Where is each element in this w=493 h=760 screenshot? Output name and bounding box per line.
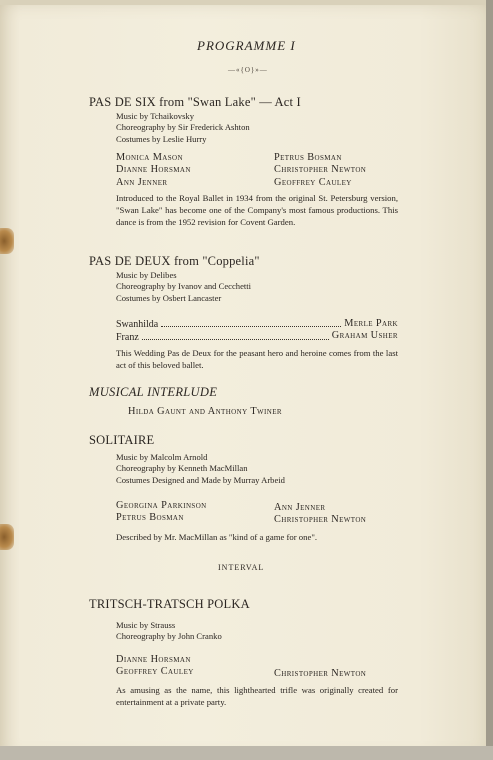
page-top-edge	[0, 0, 493, 5]
section-title-interlude: MUSICAL INTERLUDE	[89, 385, 218, 399]
swan-lake-cast-left	[116, 152, 191, 189]
dancer-name: Geoffrey Cauley	[274, 176, 352, 188]
credit-line: Costumes by Leslie Hurry	[116, 133, 207, 144]
dancer-name: Dianne Horsman	[116, 164, 191, 176]
credit-line: Choreography by John Cranko	[116, 631, 222, 642]
dancer-name: Geoffrey Cauley	[116, 666, 194, 678]
solitaire-cast-left	[116, 500, 207, 525]
credit-line: Choreography by Kenneth MacMillan	[116, 463, 248, 474]
role-line-franz	[116, 330, 398, 342]
programme-title: PROGRAMME I	[197, 38, 296, 53]
swan-lake-description: Introduced to the Royal Ballet in 1934 from the original St. Petersburg version, "Swan Lake" has become one of the Company's most famous productions. This dance is from the 1952 revision for Covent Garden.	[116, 193, 398, 227]
dancer-name: Christopher Newton	[274, 514, 367, 526]
dancer-name: Graham Usher	[331, 330, 398, 342]
dot-leader	[142, 338, 329, 340]
section-title-polka: TRITSCH-TRATSCH POLKA	[89, 597, 250, 611]
coppelia-roles	[116, 318, 398, 343]
interval-label: INTERVAL	[218, 563, 265, 572]
dancer-name: Monica Mason	[116, 152, 183, 163]
dancer-name: Ann Jenner	[274, 502, 326, 513]
page-right-edge	[486, 0, 493, 760]
dancer-name: Christopher Newton	[274, 164, 367, 176]
credit-line: Music by Delibes	[116, 270, 177, 280]
credit-line: Costumes Designed and Made by Murray Arbeid	[116, 474, 285, 485]
solitaire-cast-right	[274, 502, 366, 527]
ornament-divider: —«{O}»—	[228, 66, 268, 74]
credit-line: Music by Tchaikovsky	[116, 111, 195, 121]
polka-description: As amusing as the name, this lighthearted trifle was originally created for entertainment at a private party.	[116, 685, 398, 707]
dancer-name: Dianne Horsman	[116, 654, 191, 665]
staple-rust-mark	[0, 524, 14, 550]
section-title-swan-lake: PAS DE SIX from "Swan Lake" — Act I	[89, 95, 301, 109]
dancer-name: Georgina Parkinson	[116, 500, 207, 511]
page-bottom-edge	[0, 746, 493, 760]
coppelia-credits	[116, 270, 251, 304]
dancer-name: Merle Park	[344, 318, 398, 329]
polka-credits	[116, 620, 222, 643]
role-name: Franz	[116, 331, 139, 343]
solitaire-credits	[116, 452, 285, 486]
credit-line: Music by Strauss	[116, 620, 176, 630]
role-line-swanhilda	[116, 318, 398, 330]
dancer-name: Ann Jenner	[116, 176, 168, 188]
role-name: Swanhilda	[116, 319, 159, 331]
dancer-name: Petrus Bosman	[116, 512, 184, 524]
swan-lake-credits	[116, 111, 250, 145]
credit-line: Music by Malcolm Arnold	[116, 452, 208, 462]
polka-cast-left	[116, 654, 194, 679]
solitaire-description: Described by Mr. MacMillan as "kind of a game for one".	[116, 532, 318, 542]
dot-leader	[161, 325, 341, 327]
credit-line: Choreography by Ivanov and Cecchetti	[116, 281, 252, 292]
dancer-name: Christopher Newton	[274, 668, 367, 679]
section-title-coppelia: PAS DE DEUX from "Coppelia"	[89, 254, 260, 268]
polka-cast-right	[274, 668, 366, 680]
interlude-performers: Hilda Gaunt and Anthony Twiner	[128, 406, 282, 417]
section-title-solitaire: SOLITAIRE	[89, 433, 155, 447]
staple-rust-mark	[0, 228, 14, 254]
credit-line: Choreography by Sir Frederick Ashton	[116, 122, 250, 133]
swan-lake-cast-right	[274, 152, 366, 189]
dancer-name: Petrus Bosman	[274, 152, 342, 163]
credit-line: Costumes by Osbert Lancaster	[116, 292, 222, 303]
coppelia-description: This Wedding Pas de Deux for the peasant hero and heroine comes from the last act of this beloved ballet.	[116, 348, 398, 370]
